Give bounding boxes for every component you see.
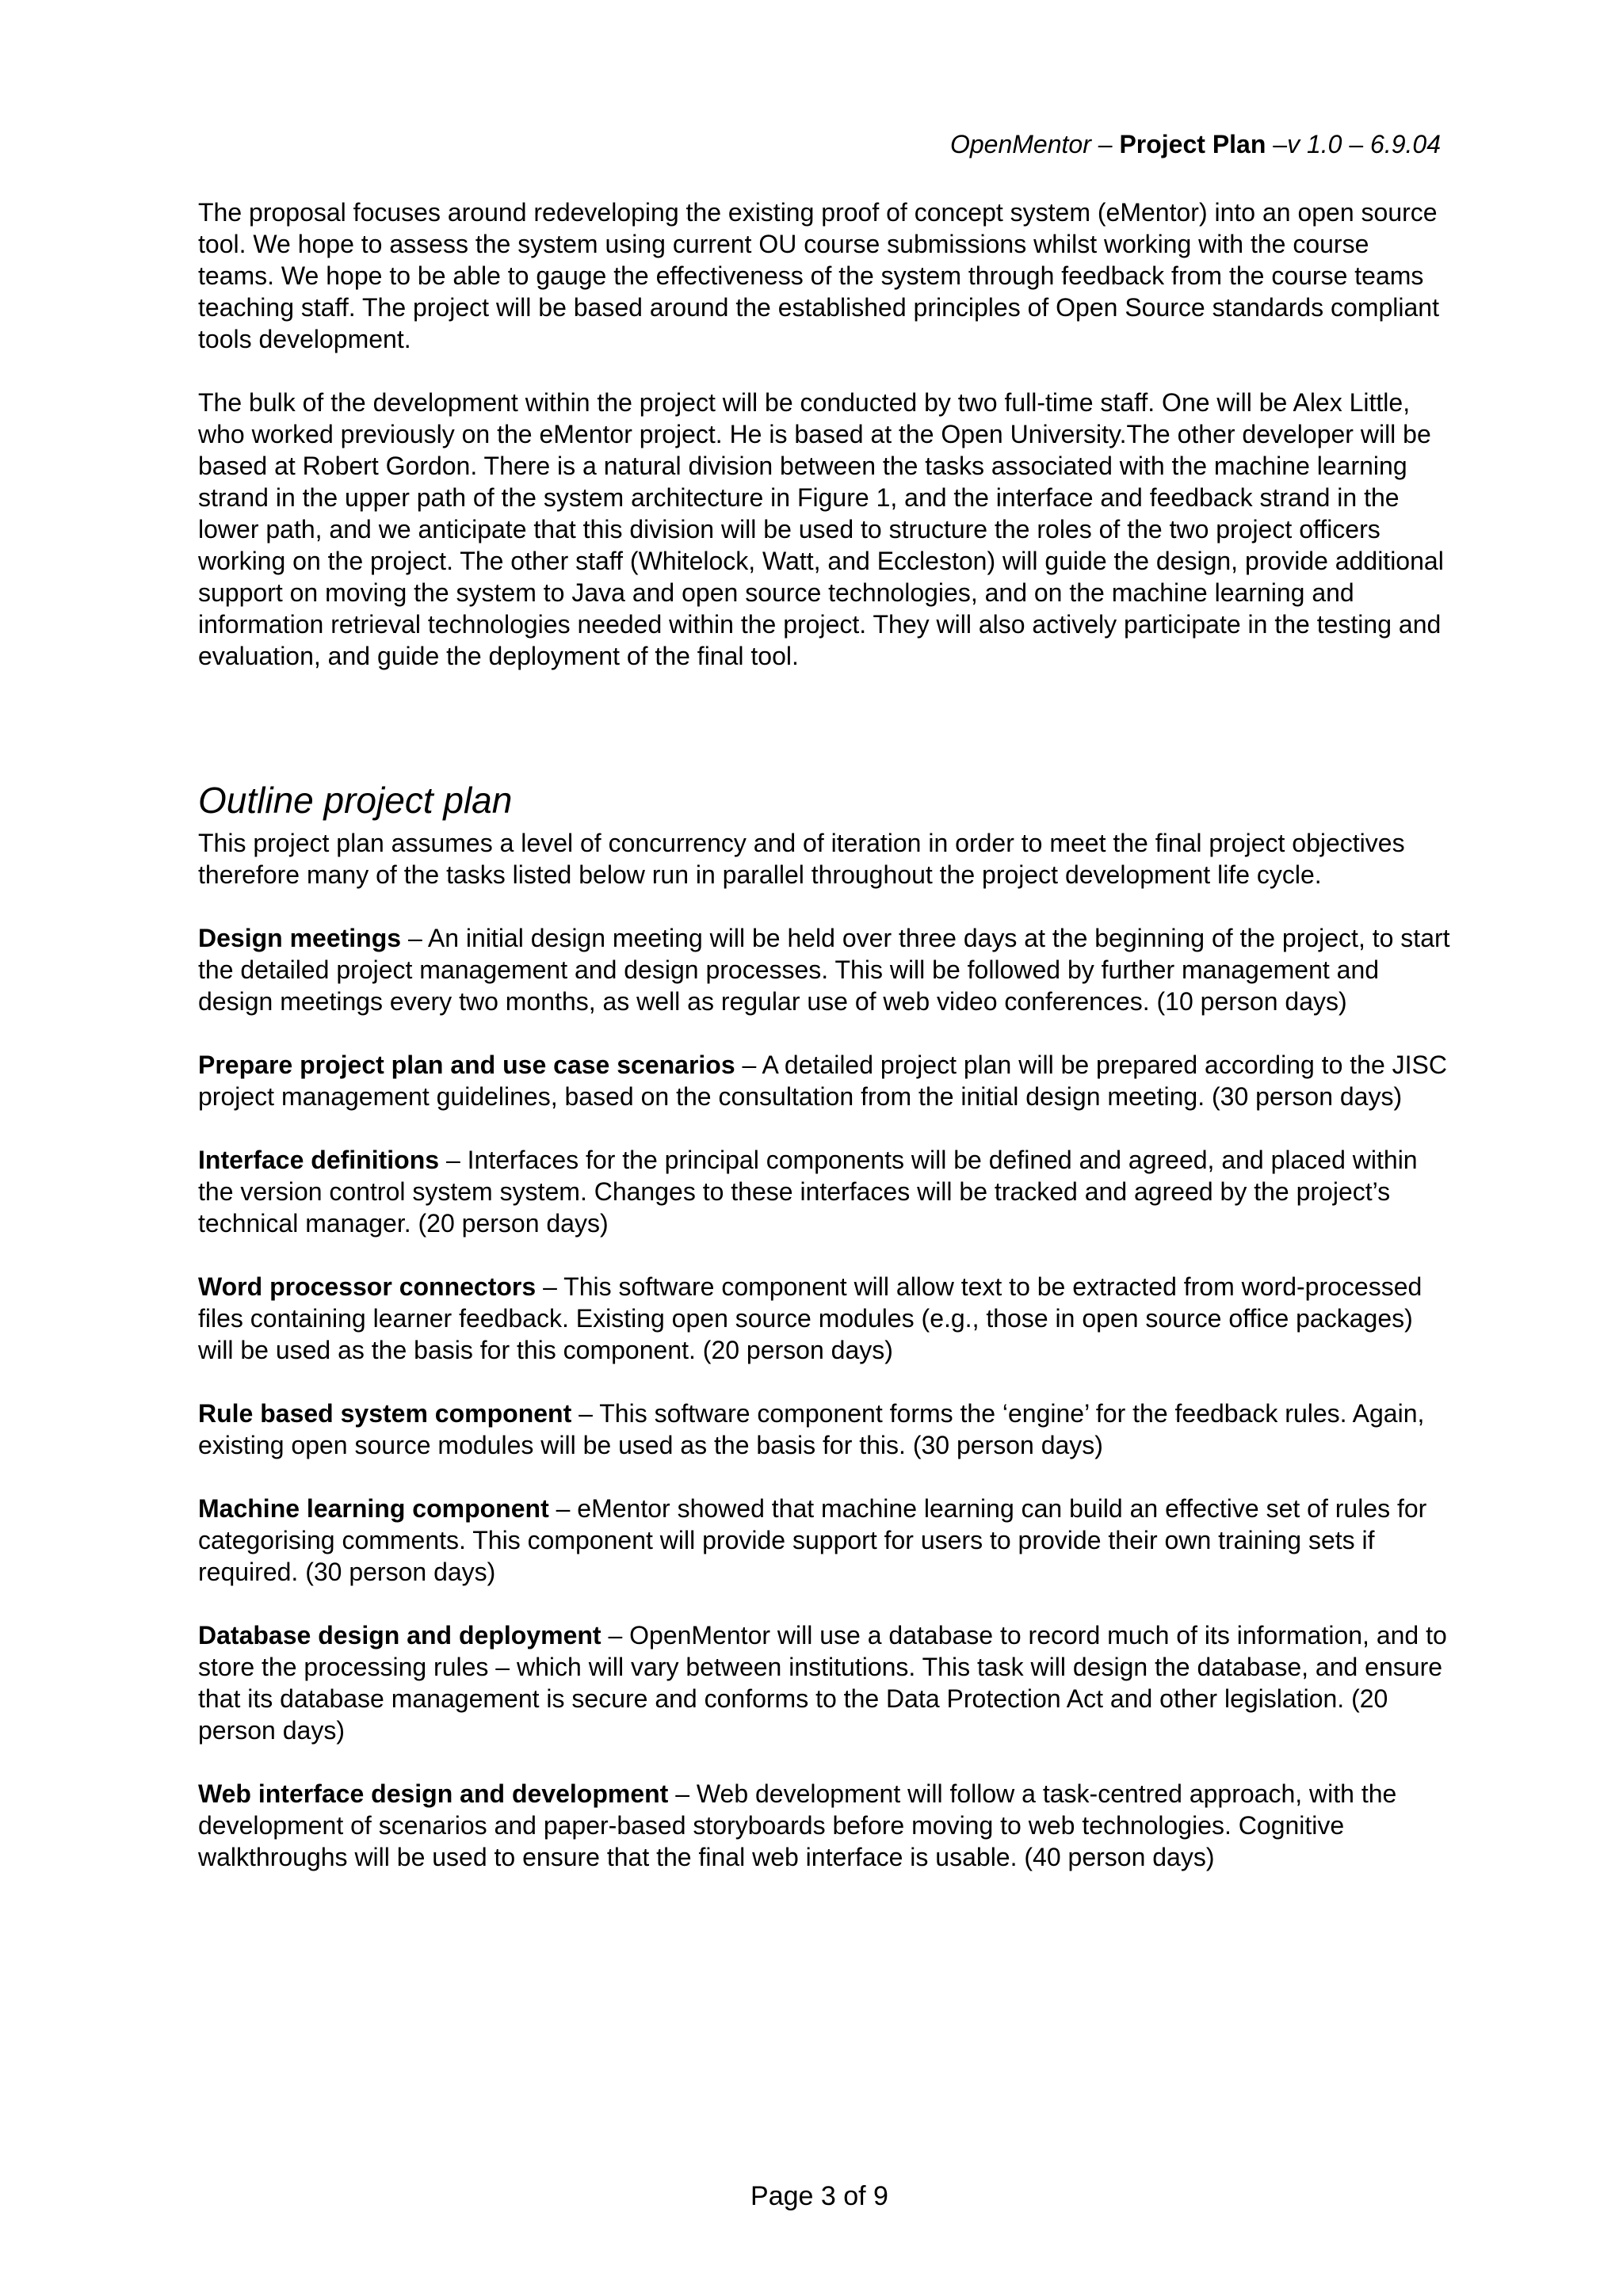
header-version: v 1.0 [1287, 130, 1342, 158]
header-separator: – [1090, 130, 1120, 158]
header-doc-title: Project Plan [1119, 130, 1266, 158]
task-description: – This software component forms the ‘engine’ for the feedback rules. Again, existing open source modules will be used as the basis for this. (30 person days) [198, 1399, 1425, 1459]
task-term: Design meetings [198, 924, 402, 952]
task-paragraph-word-processor-connectors [198, 1271, 1450, 1366]
task-description: – A detailed project plan will be prepared according to the JISC project management guidelines, based on the consultation from the initial design meeting. (30 person days) [198, 1051, 1447, 1111]
task-paragraph-database-design [198, 1619, 1450, 1746]
section-heading: Outline project plan [198, 780, 513, 821]
task-paragraph-project-plan [198, 1049, 1450, 1112]
running-header [950, 128, 1441, 160]
task-description: – An initial design meeting will be held over three days at the beginning of the project, to start the detailed project management and design processes. This will be followed by further management and design meetings every two months, as well as regular use of web video conferences. (10 person days) [198, 924, 1450, 1016]
task-paragraph-design-meetings [198, 922, 1450, 1017]
task-description: – eMentor showed that machine learning can build an effective set of rules for categorising comments. This component will provide support for users to provide their own training sets if required. (30 person days) [198, 1494, 1427, 1586]
header-separator: – [1342, 130, 1371, 158]
page-number-footer: Page 3 of 9 [750, 2181, 888, 2211]
header-separator: – [1266, 130, 1288, 158]
task-description: – Web development will follow a task-centred approach, with the development of scenarios and paper-based storyboards before moving to web technologies. Cognitive walkthroughs will be used to ensure that the final web interface is usable. (40 person days) [198, 1779, 1397, 1871]
task-term: Interface definitions [198, 1146, 440, 1174]
intro-paragraph-2: The bulk of the development within the project will be conducted by two full-time staff. One will be Alex Little, who worked previously on the eMentor project. He is based at the Open University.The other developer will be based at Robert Gordon. There is a natural division between the tasks associated with the machine learning strand in the upper path of the system architecture in Figure 1, and the interface and feedback strand in the lower path, and we anticipate that this division will be used to structure the roles of the two project officers working on the project. The other staff (Whitelock, Watt, and Eccleston) will guide the design, provide additional support on moving the system to Java and open source technologies, and on the machine learning and information retrieval technologies needed within the project. They will also actively participate in the testing and evaluation, and guide the deployment of the final tool. [198, 388, 1444, 670]
task-paragraph-rule-based-system [198, 1398, 1450, 1461]
task-paragraph-interface-definitions [198, 1144, 1450, 1239]
main-content [198, 196, 1450, 1873]
task-description: – OpenMentor will use a database to record much of its information, and to store the processing rules – which will vary between institutions. This task will design the database, and ensure that its database management is secure and conforms to the Data Protection Act and other legislation. (20 person days) [198, 1621, 1447, 1745]
task-term: Prepare project plan and use case scenarios [198, 1051, 735, 1079]
section-intro-paragraph: This project plan assumes a level of concurrency and of iteration in order to meet the final project objectives therefore many of the tasks listed below run in parallel throughout the project development life cycle. [198, 829, 1405, 889]
intro-paragraph-1: The proposal focuses around redeveloping the existing proof of concept system (eMentor) into an open source tool. We hope to assess the system using current OU course submissions whilst working with the course teams. We hope to be able to gauge the effectiveness of the system through feedback from the course teams teaching staff. The project will be based around the established principles of Open Source standards compliant tools development. [198, 198, 1439, 353]
task-term: Machine learning component [198, 1494, 549, 1523]
task-term: Word processor connectors [198, 1272, 537, 1301]
header-app-name: OpenMentor [949, 130, 1091, 158]
task-term: Database design and deployment [198, 1621, 601, 1650]
task-term: Web interface design and development [198, 1779, 669, 1808]
task-term: Rule based system component [198, 1399, 572, 1428]
task-paragraph-machine-learning [198, 1493, 1450, 1588]
task-description: – Interfaces for the principal components will be defined and agreed, and placed within the version control system system. Changes to these interfaces will be tracked and agreed by the project’s technical manager. (20 person days) [198, 1146, 1418, 1238]
task-paragraph-web-interface [198, 1778, 1450, 1873]
header-date: 6.9.04 [1370, 130, 1441, 158]
task-description: – This software component will allow text to be extracted from word-processed files containing learner feedback. Existing open source modules (e.g., those in open source office packages) will be used as the basis for this component. (20 person days) [198, 1272, 1423, 1364]
